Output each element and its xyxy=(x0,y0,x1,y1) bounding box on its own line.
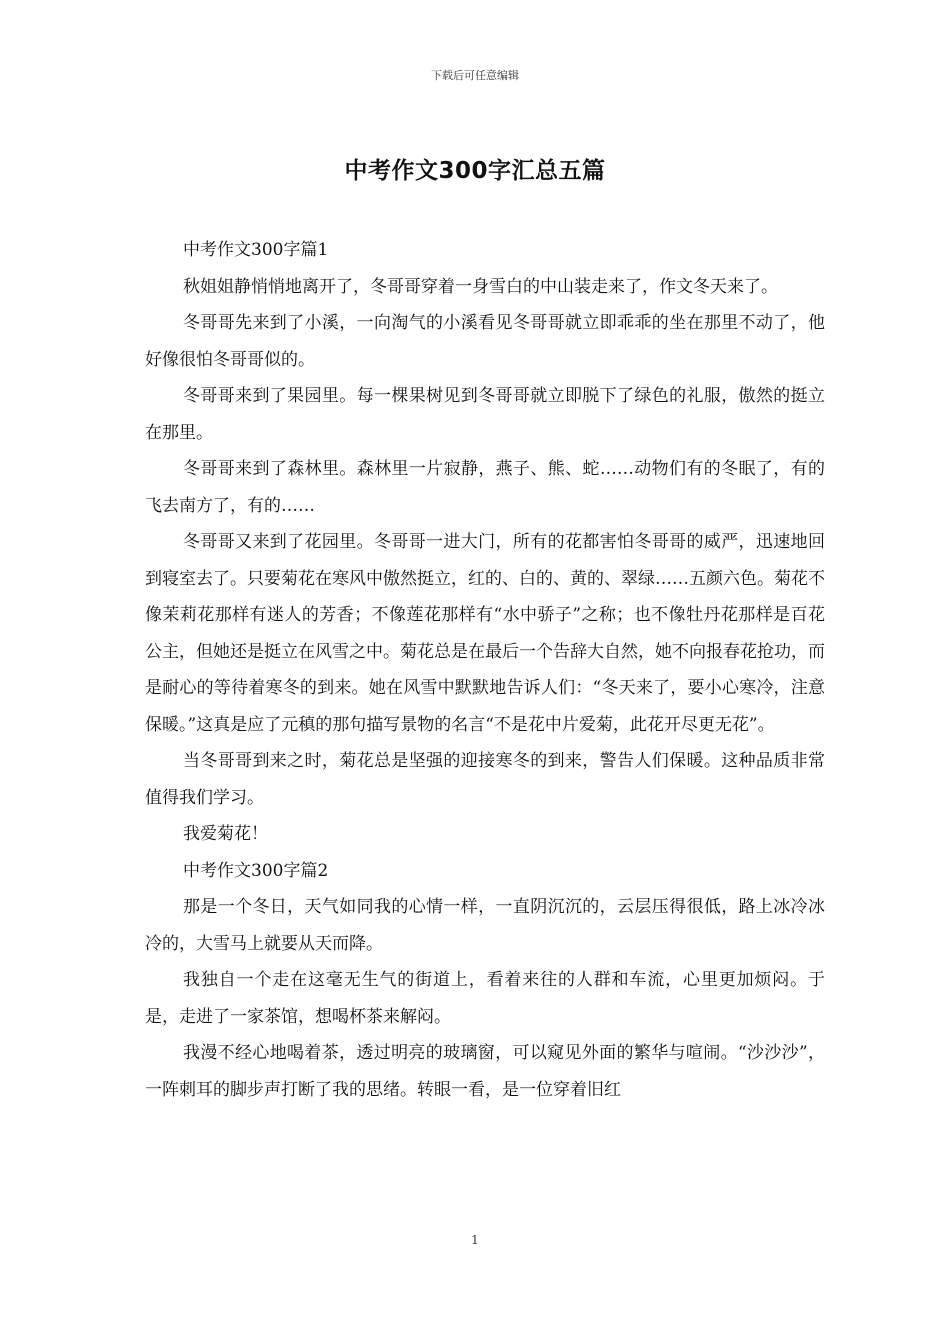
paragraph: 我爱菊花！ xyxy=(183,824,268,844)
section-heading: 中考作文300字篇1 xyxy=(183,240,329,260)
document-title: 中考作文300字汇总五篇 xyxy=(344,158,606,184)
page-header: 下载后可任意编辑 xyxy=(431,69,519,82)
paragraph: 冬哥哥先来到了小溪，一向淘气的小溪看见冬哥哥就立即乖乖的坐在那里不动了，他好像很怕冬哥哥似的。 xyxy=(145,313,825,370)
paragraph: 我独自一个走在这毫无生气的街道上，看着来往的人群和车流，心里更加烦闷。于是，走进了一家茶馆，想喝杯茶来解闷。 xyxy=(145,970,825,1027)
paragraph: 冬哥哥又来到了花园里。冬哥哥一进大门，所有的花都害怕冬哥哥的威严，迅速地回到寝室去了。只要菊花在寒风中傲然挺立，红的、白的、黄的、翠绿……五颜六色。菊花不像茉莉花那样有迷人的芳香；不像莲花那样有“水中骄子”之称；也不像牡丹花那样是百花公主，但她还是挺立在风雪之中。菊花总是在最后一个告辞大自然，她不向报春花抢功，而是耐心的等待着寒冬的到来。她在风雪中默默地告诉人们：“冬天来了，要小心寒冷，注意保暖。”这真是应了元稹的那句描写景物的名言“不是花中片爱菊，此花开尽更无花”。 xyxy=(145,532,825,735)
paragraph: 冬哥哥来到了果园里。每一棵果树见到冬哥哥就立即脱下了绿色的礼服，傲然的挺立在那里。 xyxy=(145,386,825,443)
page-number: 1 xyxy=(471,1233,479,1247)
document-body xyxy=(145,232,825,1108)
paragraph: 秋姐姐静悄悄地离开了，冬哥哥穿着一身雪白的中山装走来了，作文冬天来了。 xyxy=(183,276,778,297)
paragraph: 我漫不经心地喝着茶，透过明亮的玻璃窗，可以窥见外面的繁华与喧闹。“沙沙沙”，一阵刺耳的脚步声打断了我的思绪。转眼一看，是一位穿着旧红 xyxy=(145,1043,825,1100)
paragraph: 冬哥哥来到了森林里。森林里一片寂静，燕子、熊、蛇……动物们有的冬眠了，有的飞去南方了，有的…… xyxy=(145,459,825,516)
paragraph: 当冬哥哥到来之时，菊花总是坚强的迎接寒冬的到来，警告人们保暖。这种品质非常值得我们学习。 xyxy=(145,751,825,808)
paragraph: 那是一个冬日，天气如同我的心情一样，一直阴沉沉的，云层压得很低，路上冰冷冰冷的，大雪马上就要从天而降。 xyxy=(145,897,825,954)
section-heading: 中考作文300字篇2 xyxy=(183,860,329,881)
